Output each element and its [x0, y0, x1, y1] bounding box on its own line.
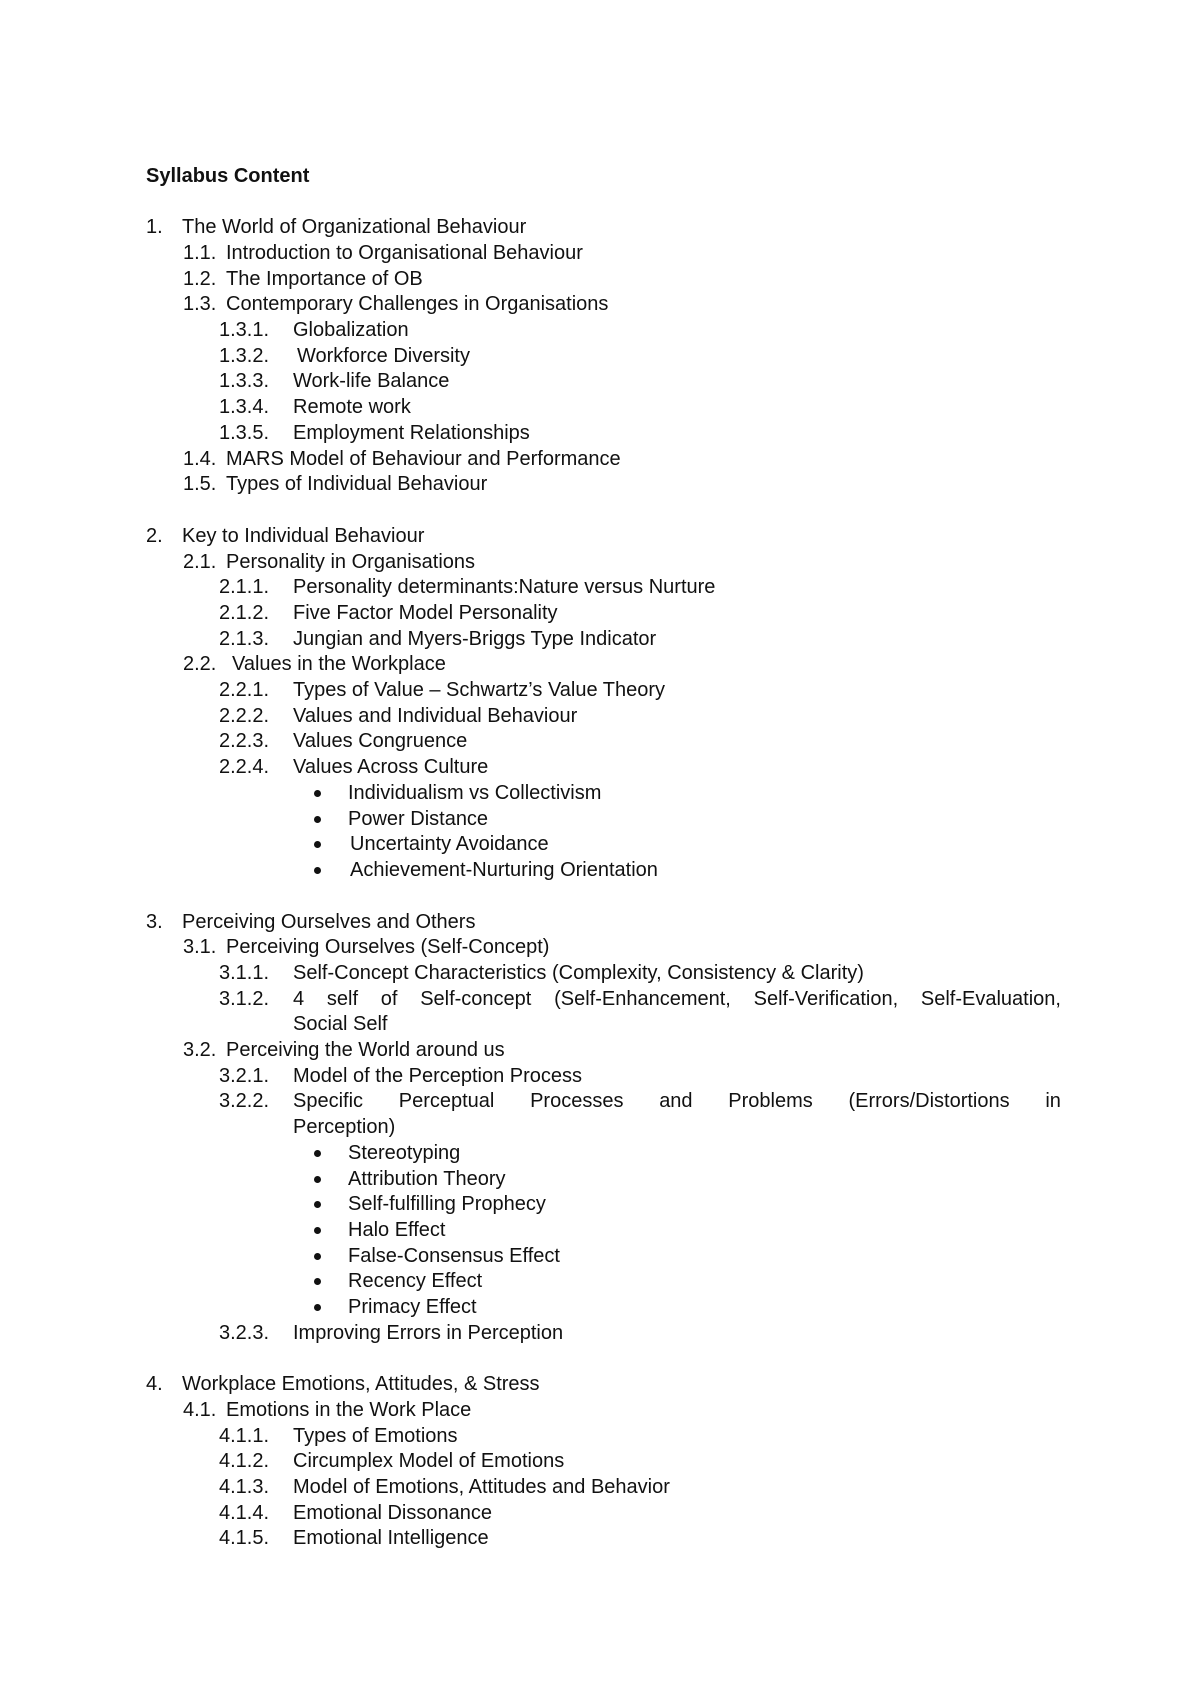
section-title: The World of Organizational Behaviour — [182, 216, 527, 238]
item-title-justified — [293, 986, 1061, 1012]
section-number: 2. — [146, 525, 163, 547]
word: (Errors/Distortions — [848, 1090, 1010, 1112]
subsection-title: The Importance of OB — [226, 268, 423, 290]
section-title: Key to Individual Behaviour — [182, 525, 425, 547]
section-number: 3. — [146, 911, 163, 933]
item-number: 1.3.1. — [219, 319, 270, 341]
item-number: 2.2.2. — [219, 705, 270, 727]
subsection-title: Emotions in the Work Place — [226, 1399, 472, 1421]
bullet-text: Power Distance — [348, 808, 489, 830]
item-number: 2.1.3. — [219, 628, 270, 650]
subsection-title: Perceiving Ourselves (Self-Concept) — [226, 936, 550, 958]
bullet-text: Self-fulfilling Prophecy — [348, 1193, 546, 1215]
word: (Self-Enhancement, — [554, 988, 731, 1010]
subsection-title: Introduction to Organisational Behaviour — [226, 242, 583, 264]
item-title: Emotional Dissonance — [293, 1502, 492, 1524]
item-title: Values and Individual Behaviour — [293, 705, 578, 727]
item-number: 2.1.1. — [219, 576, 270, 598]
subsection-number: 4.1. — [183, 1399, 217, 1421]
subsection-number: 3.1. — [183, 936, 217, 958]
item-number: 4.1.3. — [219, 1476, 270, 1498]
item-title: Values Congruence — [293, 730, 468, 752]
bullet-text: Primacy Effect — [348, 1296, 477, 1318]
bullet-text: Halo Effect — [348, 1219, 446, 1241]
item-title: Remote work — [293, 396, 411, 418]
item-number: 1.3.2. — [219, 345, 270, 367]
item-title: Workforce Diversity — [297, 345, 470, 367]
item-number: 4.1.1. — [219, 1425, 270, 1447]
bullet-icon — [314, 1304, 321, 1311]
bullet-icon — [314, 1176, 321, 1183]
word: 4 — [293, 988, 305, 1010]
word: Problems — [728, 1090, 813, 1112]
subsection-title: Values in the Workplace — [232, 653, 446, 675]
word: Processes — [530, 1090, 624, 1112]
word: Perceptual — [398, 1090, 495, 1112]
subsection-number: 1.5. — [183, 473, 217, 495]
bullet-text: Uncertainty Avoidance — [350, 833, 549, 855]
subsection-title: Contemporary Challenges in Organisations — [226, 293, 609, 315]
word: in — [1045, 1090, 1061, 1112]
subsection-number: 2.1. — [183, 551, 217, 573]
page-title: Syllabus Content — [146, 165, 310, 187]
bullet-text: Stereotyping — [348, 1142, 461, 1164]
item-number: 1.3.5. — [219, 422, 270, 444]
item-title: Types of Emotions — [293, 1425, 458, 1447]
item-number: 4.1.4. — [219, 1502, 270, 1524]
item-number: 4.1.2. — [219, 1450, 270, 1472]
subsection-title: Perceiving the World around us — [226, 1039, 505, 1061]
item-number: 1.3.3. — [219, 370, 270, 392]
item-title: Types of Value – Schwartz’s Value Theory — [293, 679, 666, 701]
word: of — [380, 988, 398, 1010]
subsection-number: 1.1. — [183, 242, 217, 264]
subsection-number: 3.2. — [183, 1039, 217, 1061]
word: Specific — [293, 1090, 364, 1112]
subsection-number: 1.3. — [183, 293, 217, 315]
bullet-icon — [314, 1150, 321, 1157]
item-title: Improving Errors in Perception — [293, 1322, 564, 1344]
word: Self-concept — [420, 988, 532, 1010]
word: Self-Verification, — [753, 988, 899, 1010]
item-title: Jungian and Myers-Briggs Type Indicator — [293, 628, 657, 650]
bullet-text: Attribution Theory — [348, 1168, 506, 1190]
item-number: 3.1.2. — [219, 988, 270, 1010]
item-title: Self-Concept Characteristics (Complexity, Consistency & Clarity) — [293, 962, 864, 984]
section-number: 1. — [146, 216, 163, 238]
section-title: Perceiving Ourselves and Others — [182, 911, 476, 933]
bullet-icon — [314, 867, 321, 874]
item-title: Model of the Perception Process — [293, 1065, 583, 1087]
word: and — [659, 1090, 693, 1112]
item-number: 2.2.1. — [219, 679, 270, 701]
item-3-2-2-continuation: Perception) — [293, 1116, 396, 1138]
subsection-number: 2.2. — [183, 653, 217, 675]
bullet-icon — [314, 790, 321, 797]
item-title: Values Across Culture — [293, 756, 489, 778]
item-number: 3.2.2. — [219, 1090, 270, 1112]
item-number: 2.2.3. — [219, 730, 270, 752]
bullet-icon — [314, 1253, 321, 1260]
subsection-title: Types of Individual Behaviour — [226, 473, 488, 495]
bullet-icon — [314, 1201, 321, 1208]
bullet-icon — [314, 816, 321, 823]
item-title-justified — [293, 1088, 1061, 1114]
item-number: 4.1.5. — [219, 1527, 270, 1549]
bullet-icon — [314, 1227, 321, 1234]
item-number: 2.2.4. — [219, 756, 270, 778]
item-3-1-2-continuation: Social Self — [293, 1013, 388, 1035]
subsection-title: Personality in Organisations — [226, 551, 476, 573]
item-title: Five Factor Model Personality — [293, 602, 558, 624]
section-number: 4. — [146, 1373, 163, 1395]
subsection-number: 1.2. — [183, 268, 217, 290]
section-title: Workplace Emotions, Attitudes, & Stress — [182, 1373, 540, 1395]
item-number: 3.2.1. — [219, 1065, 270, 1087]
item-title: Circumplex Model of Emotions — [293, 1450, 565, 1472]
item-number: 3.2.3. — [219, 1322, 270, 1344]
item-title: Work-life Balance — [293, 370, 450, 392]
item-title: Globalization — [293, 319, 409, 341]
bullet-text: Recency Effect — [348, 1270, 483, 1292]
bullet-icon — [314, 841, 321, 848]
item-number: 2.1.2. — [219, 602, 270, 624]
word: self — [326, 988, 358, 1010]
item-title: Model of Emotions, Attitudes and Behavior — [293, 1476, 670, 1498]
item-title: Employment Relationships — [293, 422, 530, 444]
item-title: Personality determinants:Nature versus Nurture — [293, 576, 716, 598]
bullet-text: Achievement-Nurturing Orientation — [350, 859, 658, 881]
word: Self-Evaluation, — [920, 988, 1061, 1010]
item-title: Emotional Intelligence — [293, 1527, 489, 1549]
item-number: 3.1.1. — [219, 962, 270, 984]
bullet-text: Individualism vs Collectivism — [348, 782, 602, 804]
subsection-title: MARS Model of Behaviour and Performance — [226, 448, 621, 470]
item-number: 1.3.4. — [219, 396, 270, 418]
bullet-text: False-Consensus Effect — [348, 1245, 560, 1267]
bullet-icon — [314, 1278, 321, 1285]
subsection-number: 1.4. — [183, 448, 217, 470]
